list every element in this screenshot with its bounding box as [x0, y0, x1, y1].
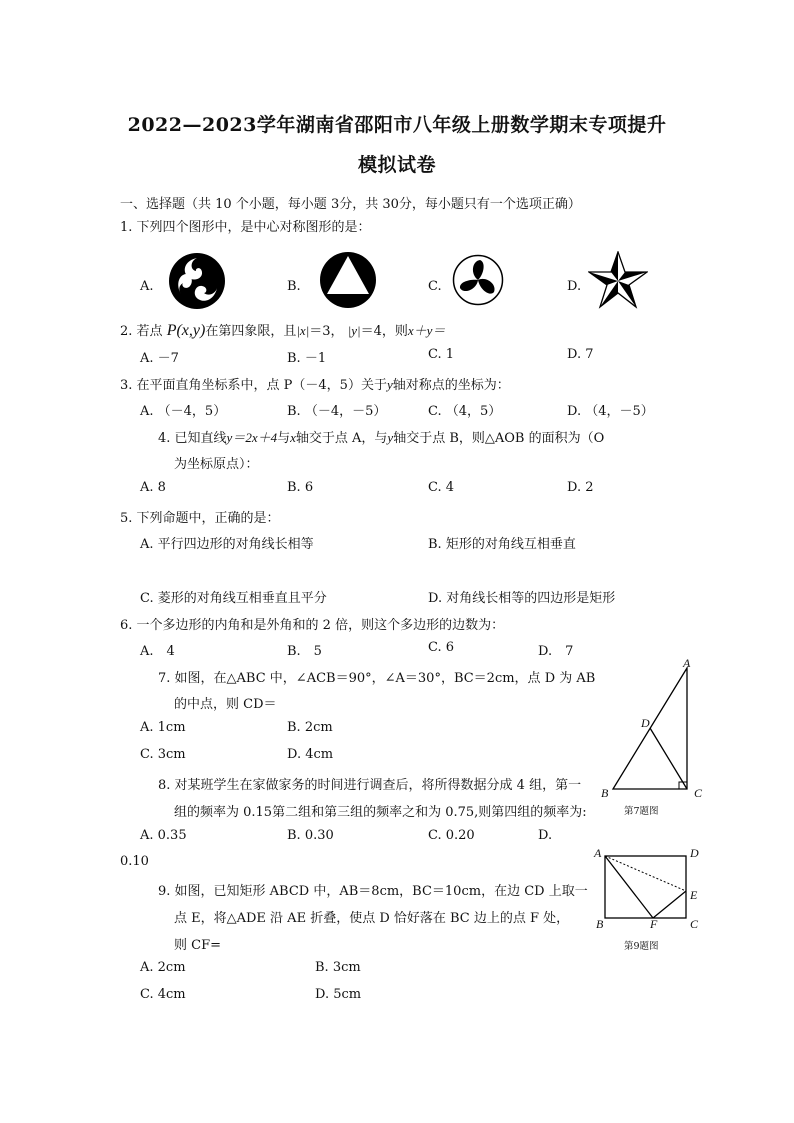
q7-option-b: B. 2cm — [287, 720, 333, 735]
q7-stem-line2: 的中点，则 CD＝ — [174, 697, 277, 712]
q7-option-a: A. 1cm — [140, 720, 186, 735]
q1-label-c: C. — [428, 279, 442, 294]
q7-triangle-figure — [598, 658, 708, 803]
q2-option-c: C. 1 — [428, 347, 455, 362]
q9-label-d: D — [690, 846, 699, 860]
q4-stem-line2: 为坐标原点）： — [174, 457, 259, 472]
propeller-figure — [452, 254, 504, 306]
q9-stem-line1: 9. 如图，已知矩形 ABCD 中，AB＝8cm，BC＝10cm，在边 CD 上取一 — [158, 884, 588, 899]
q3-option-b: B. （－4，－5） — [287, 404, 387, 419]
q6-option-d: D. 7 — [538, 644, 574, 659]
q5-option-a: A. 平行四边形的对角线长相等 — [140, 537, 314, 552]
q2-stem: 2. 若点 P(x,y)在第四象限，且|x|＝3， |y|＝4，则x＋y＝ — [120, 322, 446, 339]
q8-stem-line2: 组的频率为 0.15第二组和第三组的频率之和为 0.75,则第四组的频率为: — [174, 805, 587, 820]
q9-label-a: A — [594, 846, 602, 860]
q4-option-a: A. 8 — [140, 480, 166, 495]
exam-subtitle: 模拟试卷 — [357, 154, 436, 176]
q6-option-b: B. 5 — [287, 644, 322, 659]
q7-figure-caption: 第7题图 — [624, 806, 659, 817]
star-figure — [588, 251, 648, 309]
q9-option-b: B. 3cm — [315, 960, 361, 975]
q5-option-b: B. 矩形的对角线互相垂直 — [428, 537, 576, 552]
q9-rectangle-figure — [598, 850, 694, 922]
q8-option-b: B. 0.30 — [287, 828, 334, 843]
q1-stem: 1. 下列四个图形中，是中心对称图形的是： — [120, 220, 371, 235]
circle-triangle-figure — [318, 250, 378, 310]
q7-label-d: D — [641, 716, 650, 730]
q9-option-a: A. 2cm — [140, 960, 186, 975]
q3-option-c: C. （4，5） — [428, 404, 502, 419]
q5-option-d: D. 对角线长相等的四边形是矩形 — [428, 591, 616, 606]
q9-figure-caption: 第9题图 — [624, 941, 659, 952]
q4-option-d: D. 2 — [567, 480, 594, 495]
q1-label-b: B. — [287, 279, 301, 294]
q6-option-a: A. 4 — [140, 644, 175, 659]
yin-yang-figure — [168, 252, 226, 310]
q7-label-a: A — [683, 656, 691, 670]
q7-option-d: D. 4cm — [287, 747, 334, 762]
q2-option-d: D. 7 — [567, 347, 594, 362]
q1-label-d: D. — [567, 279, 582, 294]
q9-label-b: B — [596, 917, 604, 931]
q9-label-e: E — [690, 888, 698, 902]
q4-stem-line1: 4. 已知直线y＝2x＋4与x轴交于点 A，与y轴交于点 B，则△AOB 的面积为（O — [158, 430, 605, 446]
q6-stem: 6. 一个多边形的内角和是外角和的 2 倍，则这个多边形的边数为： — [120, 618, 505, 633]
q4-option-c: C. 4 — [428, 480, 455, 495]
q1-label-a: A. — [140, 279, 154, 294]
q3-option-a: A. （－4，5） — [140, 404, 227, 419]
q7-label-b: B — [601, 786, 609, 800]
q9-label-f: F — [650, 917, 658, 931]
q8-option-a: A. 0.35 — [140, 828, 187, 843]
section-heading: 一、选择题（共 10 个小题，每小题 3分，共 30分，每小题只有一个选项正确） — [120, 197, 581, 212]
q5-option-c: C. 菱形的对角线互相垂直且平分 — [140, 591, 327, 606]
q9-option-c: C. 4cm — [140, 987, 186, 1002]
exam-title: 2022—2023学年湖南省邵阳市八年级上册数学期末专项提升 — [127, 114, 667, 136]
q2-option-a: A. －7 — [140, 351, 179, 366]
q3-option-d: D. （4，－5） — [567, 404, 654, 419]
q7-stem-line1: 7. 如图，在△ABC 中，∠ACB＝90°，∠A＝30°，BC＝2cm，点 D 为 AB — [158, 671, 596, 686]
q8-option-d-value: 0.10 — [120, 854, 149, 869]
q5-stem: 5. 下列命题中，正确的是： — [120, 511, 280, 526]
q7-option-c: C. 3cm — [140, 747, 186, 762]
q4-option-b: B. 6 — [287, 480, 314, 495]
q7-label-c: C — [694, 786, 703, 800]
q2-option-b: B. －1 — [287, 351, 327, 366]
q9-label-c: C — [690, 917, 699, 931]
q8-stem-line1: 8. 对某班学生在家做家务的时间进行调查后，将所得数据分成 4 组，第一 — [158, 778, 582, 793]
q9-stem-line2: 点 E，将△ADE 沿 AE 折叠，使点 D 恰好落在 BC 边上的点 F 处， — [174, 911, 570, 926]
q8-option-c: C. 0.20 — [428, 828, 475, 843]
q3-stem: 3. 在平面直角坐标系中，点 P（－4，5）关于y轴对称点的坐标为： — [120, 377, 510, 393]
q8-option-d: D. — [538, 828, 553, 843]
q9-stem-line3: 则 CF= — [174, 938, 221, 953]
q9-option-d: D. 5cm — [315, 987, 362, 1002]
q6-option-c: C. 6 — [428, 640, 455, 655]
